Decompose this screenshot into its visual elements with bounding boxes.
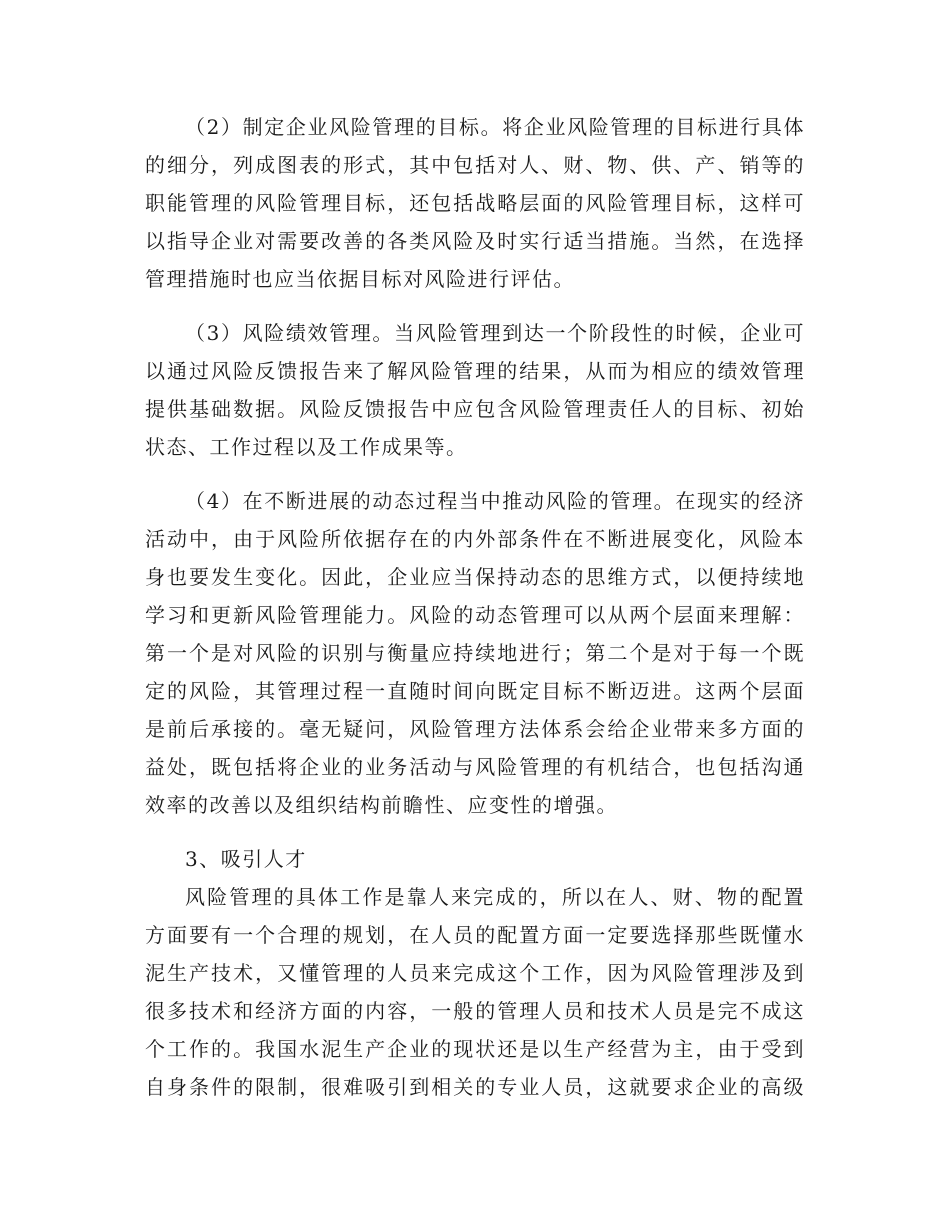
paragraph-5-line-5: 个工作的。我国水泥生产企业的现状还是以生产经营为主，由于受到 [145,1037,805,1061]
paragraph-5-line-4: 很多技术和经济方面的内容，一般的管理人员和技术人员是完不成这 [145,999,805,1023]
paragraph-3-line-6: 定的风险，其管理过程一直随时间向既定目标不断迈进。这两个层面 [145,679,805,703]
paragraph-3-line-7: 是前后承接的。毫无疑问，风险管理方法体系会给企业带来多方面的 [145,717,805,741]
paragraph-5-line-6: 自身条件的限制，很难吸引到相关的专业人员，这就要求企业的高级 [145,1075,805,1099]
paragraph-3-line-8: 益处，既包括将企业的业务活动与风险管理的有机结合，也包括沟通 [145,755,805,779]
paragraph-3-line-5: 第一个是对风险的识别与衡量应持续地进行；第二个是对于每一个既 [145,641,805,665]
paragraph-5-line-1: 风险管理的具体工作是靠人来完成的，所以在人、财、物的配置 [185,885,805,909]
paragraph-3-line-9: 效率的改善以及组织结构前瞻性、应变性的增强。 [145,793,618,817]
paragraph-2-line-1: （3）风险绩效管理。当风险管理到达一个阶段性的时候，企业可 [185,321,805,345]
paragraph-3-line-1: （4）在不断进展的动态过程当中推动风险的管理。在现实的经济 [185,489,805,513]
paragraph-1-line-1: （2）制定企业风险管理的目标。将企业风险管理的目标进行具体 [185,115,805,139]
paragraph-2-line-4: 状态、工作过程以及工作成果等。 [145,435,468,459]
paragraph-3-line-4: 学习和更新风险管理能力。风险的动态管理可以从两个层面来理解： [145,603,805,627]
section-heading: 3、吸引人才 [185,847,307,871]
paragraph-1-line-2: 的细分，列成图表的形式，其中包括对人、财、物、供、产、销等的 [145,153,805,177]
paragraph-1-line-4: 以指导企业对需要改善的各类风险及时实行适当措施。当然，在选择 [145,229,805,253]
paragraph-5-line-2: 方面要有一个合理的规划，在人员的配置方面一定要选择那些既懂水 [145,923,805,947]
paragraph-3-line-2: 活动中，由于风险所依据存在的内外部条件在不断进展变化，风险本 [145,527,805,551]
paragraph-2-line-3: 提供基础数据。风险反馈报告中应包含风险管理责任人的目标、初始 [145,397,805,421]
paragraph-1-line-3: 职能管理的风险管理目标，还包括战略层面的风险管理目标，这样可 [145,191,805,215]
paragraph-1-line-5: 管理措施时也应当依据目标对风险进行评估。 [145,267,575,291]
paragraph-3-line-3: 身也要发生变化。因此，企业应当保持动态的思维方式，以便持续地 [145,565,805,589]
paragraph-5-line-3: 泥生产技术，又懂管理的人员来完成这个工作，因为风险管理涉及到 [145,961,805,985]
paragraph-2-line-2: 以通过风险反馈报告来了解风险管理的结果，从而为相应的绩效管理 [145,359,805,383]
